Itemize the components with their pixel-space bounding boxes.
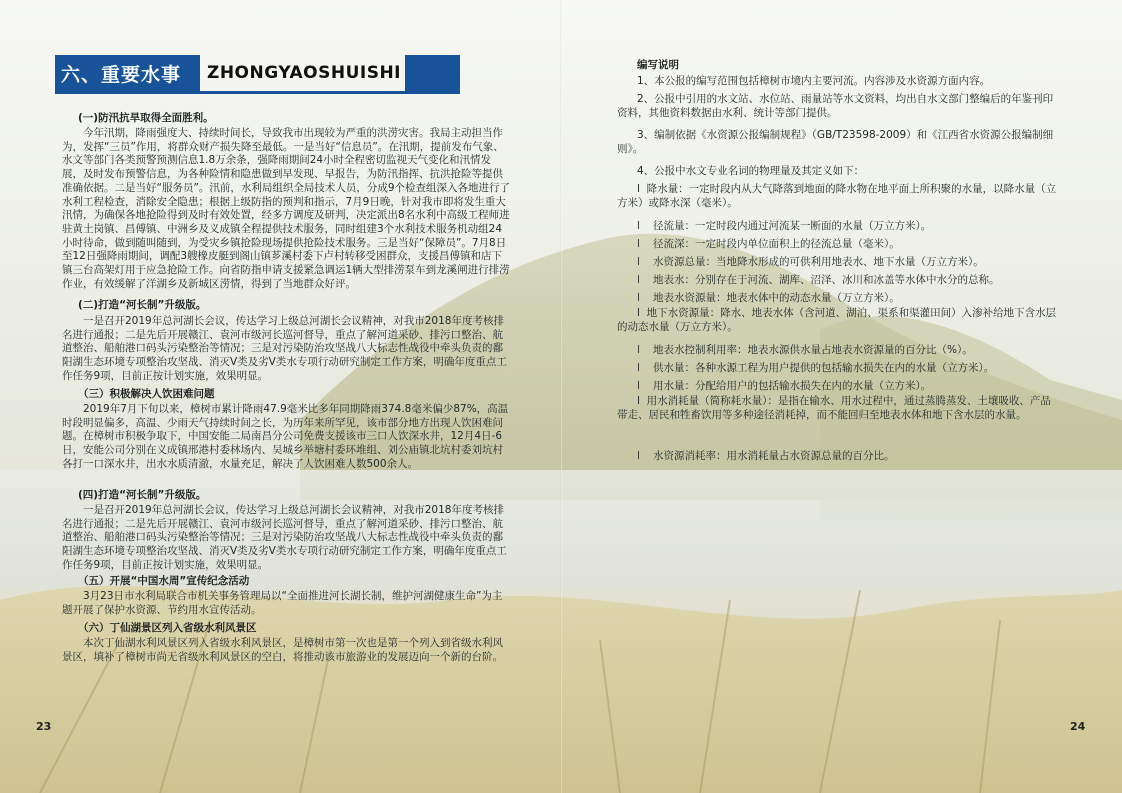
paragraph-drinking-water [62, 403, 512, 472]
term-consumption-rate [637, 448, 895, 463]
term-total-water-resources [637, 254, 984, 269]
term-surface-water-resources [637, 290, 900, 305]
paragraph-text: 一是召开2019年总河湖长会议，传达学习上级总河湖长会议精神，对我市2018年度考核排名进行通报；二是先后开展赣江、袁河市级河长巡河督导，重点了解河道采砂、排污口整治、航道整治、船舶港口码头污染整治等情况；三是对污染防治攻坚战八大标志性战役中牵头负责的鄱阳湖生态环境专项整治攻坚战、消灭V类及劣V类水专项行动研究制定工作方案，明确年度重点工作任务9项，目前正按计划实施，效果明显。 [62, 504, 507, 571]
term-text: 地表水控制利用率：地表水源供水量占地表水资源量的百分比（%）。 [653, 344, 973, 356]
heading-scenic-area: （六）丁仙湖景区列入省级水利风景区 [78, 622, 257, 634]
paragraph-text: 本次丁仙湖水利风景区列入省级水利风景区，是樟树市第一次也是第一个列入到省级水利风景区，填补了樟树市尚无省级水利风景区的空白，将推动该市旅游业的发展迈向一个新的台阶。 [62, 637, 503, 663]
term-text: 地表水资源量：地表水体中的动态水量（万立方米）。 [653, 292, 900, 304]
term-text: 降水量：一定时段内从大气降落到地面的降水物在地平面上所积聚的水量，以降水量（立方米）或降水深（毫米）。 [617, 183, 1057, 209]
term-bullet: l [637, 450, 640, 462]
note-item-4: 4、公报中水文专业名词的物理量及其定义如下： [637, 165, 865, 177]
term-surface-water [637, 272, 1000, 287]
note-item-1: 1、本公报的编写范围包括樟树市境内主要河流。内容涉及水资源方面内容。 [637, 75, 991, 87]
paragraph-text: 一是召开2019年总河湖长会议，传达学习上级总河湖长会议精神，对我市2018年度考核排名进行通报；二是先后开展赣江、袁河市级河长巡河督导，重点了解河道采砂、排污口整治、航道整治、船舶港口码头污染整治等情况；三是对污染防治攻坚战八大标志性战役中牵头负责的鄱阳湖生态环境专项整治攻坚战、消灭V类及劣V类水专项行动研究制定工作方案，明确年度重点工作任务9项，目前正按计划实施，效果明显。 [62, 315, 507, 382]
page-number-right: 24 [1070, 720, 1086, 733]
term-text: 径流深：一定时段内单位面积上的径流总量（毫米）。 [653, 238, 900, 250]
term-bullet: l [637, 238, 640, 250]
term-bullet: l [637, 380, 640, 392]
term-bullet: l [637, 362, 640, 374]
section-header-underline [55, 91, 460, 94]
term-water-use [637, 378, 931, 393]
heading-drinking-water: （三）积极解决人饮困难问题 [78, 388, 215, 400]
page-number-left: 23 [36, 720, 52, 733]
paragraph-river-chief-1 [62, 315, 512, 384]
term-runoff-depth [637, 236, 900, 251]
notes-title: 编写说明 [637, 59, 679, 71]
paragraph-text: 2019年7月下旬以来，樟树市累计降雨47.9毫米比多年同期降雨374.8毫米偏少87%，高温时段明显偏多，高温、少雨天气持续时间之长，为历年来所罕见，该市部分地方出现人饮困难问题。在樟树市积极争取下，中国安能二局南昌分公司免费支援该市三口人饮深水井，12月4日-6日，安能公司分别在义成镇邢港村委林场内、吴城乡举塘村委环堆组、刘公庙镇北坑村委刘坑村各打一口深水井，出水水质清澈，水量充足，解决了人饮困难人数500余人。 [62, 403, 509, 470]
term-water-supply [637, 360, 994, 375]
section-header [55, 55, 460, 91]
section-title-pinyin: ZHONGYAOSHUISHI [207, 63, 402, 83]
heading-river-chief-1: (二)打造“河长制”升级版。 [78, 299, 207, 311]
paragraph-water-week [62, 590, 512, 617]
paragraph-scenic-area [62, 637, 512, 664]
paragraph-flood-control [62, 127, 512, 291]
term-text: 地表水：分别存在于河流、湖库、沼泽、冰川和冰盖等水体中水分的总称。 [653, 274, 1000, 286]
paragraph-text: 3月23日市水利局联合市机关事务管理局以“全面推进河长湖长制，维护河湖健康生命”为主题开展了保护水资源、节约用水宣传活动。 [62, 590, 503, 616]
paragraph-text: 今年汛期，降雨强度大、持续时间长，导致我市出现较为严重的洪涝灾害。我局主动担当作为，发挥“三员”作用，将群众财产损失降至最低。一是当好“信息员”。在汛期，提前发布气象、水文等部门各类预警预测信息1.8万余条，强降雨期间24小时全程密切监视天气变化和汛情发展，及时发布预警信息，为各种险情和隐患做到早发现、早报告，为防汛指挥、抗洪抢险等提供准确依据。二是当好“服务员”。汛前，水利局组织全局技术人员，分成9个检查组深入各地进行了水利工程检查，消除安全隐患；根据上级防指的预判和指示，7月9日晚，针对我市即将发生重大汛情，为确保各地抢险得到及时有效处置，经多方调度及研判，决定派出8名水利中高级工程师进驻黄土岗镇、昌傅镇、中洲乡及义成镇全程提供技术服务，同时组建3个水利技术服务机动组24小时待命，做到随叫随到，为受灾乡镇抢险现场提供抢险技术服务。三是当好“保障员”。7月8日至12日强降雨期间，调配3艘橡皮艇到阁山镇芗溪村委下卢村转移受困群众，支援昌傅镇和店下镇三台高架灯用于应急抢险工作。向省防指申请支援紧急调运1辆大型排涝泵车到龙溪闸进行排涝作业，有效缓解了洋湖乡及新城区涝情，得到了当地群众好评。 [62, 127, 511, 290]
term-text: 水资源总量：当地降水形成的可供利用地表水、地下水量（万立方米）。 [653, 256, 984, 268]
heading-water-week: （五）开展“中国水周”宣传纪念活动 [78, 575, 250, 587]
term-water-consumption [617, 394, 1057, 422]
term-bullet: l [637, 183, 640, 195]
term-control-utilization-rate [637, 342, 973, 357]
note-item-2: 2、公报中引用的水文站、水位站、雨量站等水文资料，均出自水文部门整编后的年鉴刊印资料，其他资料数据由水利、统计等部门提供。 [617, 93, 1054, 119]
term-text: 地下水资源量：降水、地表水体（含河道、湖泊、渠系和渠灌田间）入渗补给地下含水层的动态水量（万立方米）。 [617, 307, 1057, 333]
heading-river-chief-2: (四)打造“河长制”升级版。 [78, 489, 207, 501]
term-precipitation [617, 182, 1057, 210]
term-text: 水资源消耗率：用水消耗量占水资源总量的百分比。 [653, 450, 895, 462]
note-item-3: 3、编制依据《水资源公报编制规程》（GB/T23598-2009）和《江西省水资源公报编制细则》。 [617, 129, 1054, 155]
term-groundwater-resources [617, 306, 1057, 334]
term-bullet: l [637, 292, 640, 304]
term-bullet: l [637, 344, 640, 356]
term-bullet: l [637, 274, 640, 286]
paragraph-river-chief-2 [62, 504, 512, 573]
term-bullet: l [637, 307, 640, 319]
term-bullet: l [637, 256, 640, 268]
term-bullet: l [637, 395, 640, 407]
term-text: 供水量：各种水源工程为用户提供的包括输水损失在内的水量（立方米）。 [653, 362, 995, 374]
heading-flood-control: (一)防汛抗旱取得全面胜利。 [78, 112, 214, 124]
term-bullet: l [637, 220, 640, 232]
term-runoff-volume [637, 218, 931, 233]
term-text: 用水消耗量（简称耗水量）：是指在输水、用水过程中，通过蒸腾蒸发、土壤吸收、产品带走、居民和牲畜饮用等多种途径消耗掉，而不能回归至地表水体和地下含水层的水量。 [617, 395, 1051, 421]
term-text: 径流量：一定时段内通过河流某一断面的水量（万立方米）。 [653, 220, 932, 232]
section-header-blue-tail [405, 55, 460, 91]
section-title-chinese: 六、重要水事 [61, 64, 182, 86]
term-text: 用水量：分配给用户的包括输水损失在内的水量（立方米）。 [653, 380, 932, 392]
